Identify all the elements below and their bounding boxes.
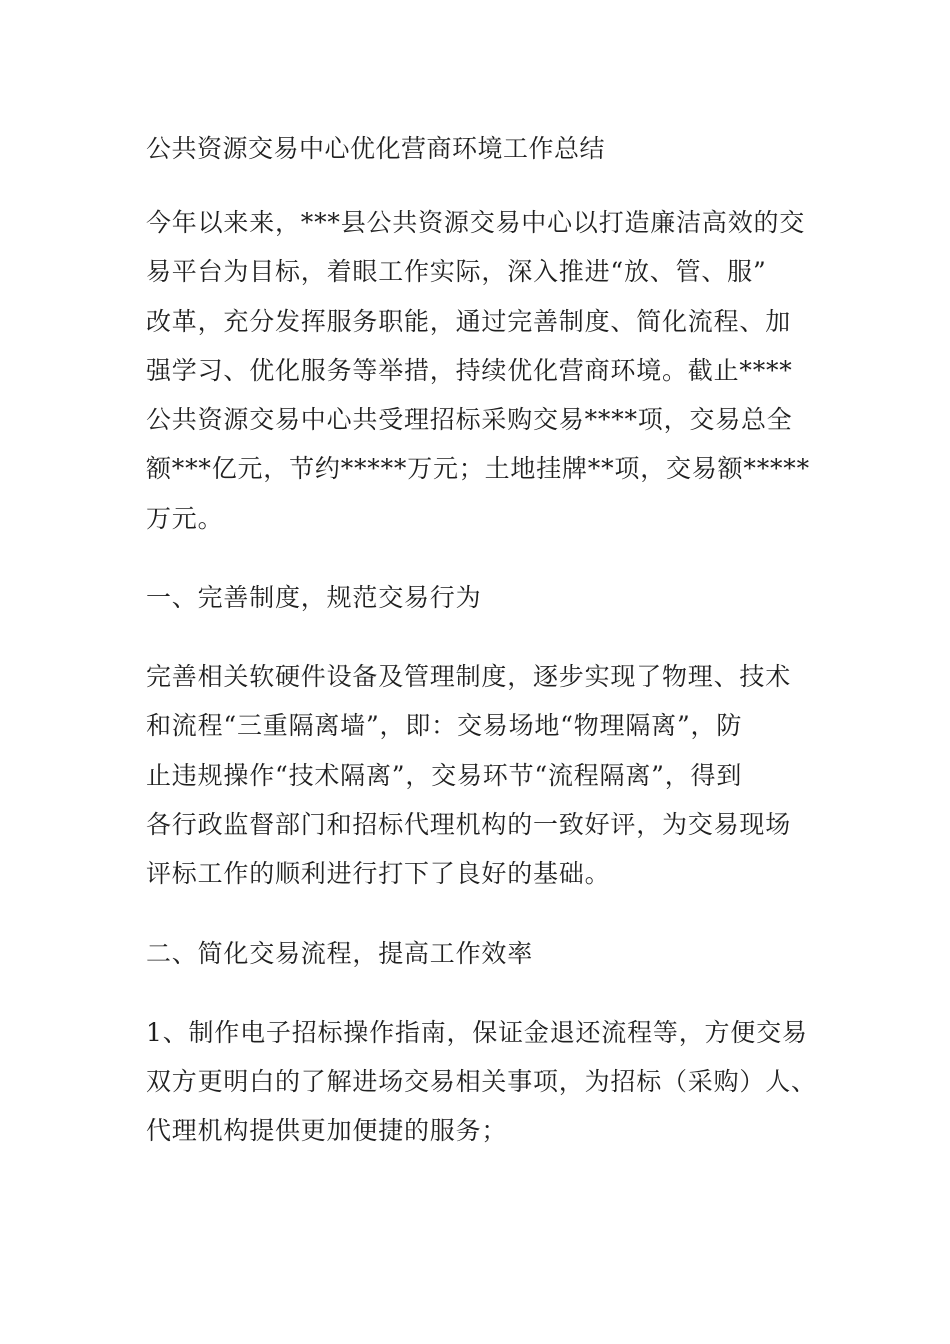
intro-line: 易平台为目标，着眼工作实际，深入推进“放、管、服” [146,257,767,287]
spacer [146,543,810,573]
intro-line: 额***亿元，节约*****万元；土地挂牌**项，交易额***** [146,454,810,484]
intro-line: 今年以来来，***县公共资源交易中心以打造廉洁高效的交 [146,208,806,237]
document-title: 公共资源交易中心优化营商环境工作总结 [146,134,606,163]
spacer [146,174,810,198]
section-2-item-1-line: 代理机构提供更加便捷的服务； [146,1116,508,1146]
document-body [146,124,817,1155]
section-1-line: 评标工作的顺利进行打下了良好的基础。 [146,859,611,889]
section-2-item-1-line: 1、制作电子招标操作指南，保证金退还流程等，方便交易 [146,1017,808,1047]
spacer [146,979,810,1008]
intro-line: 强学习、优化服务等举措，持续优化营商环境。截止**** [146,355,793,385]
intro-line: 公共资源交易中心共受理招标采购交易****项，交易总全 [146,405,793,435]
section-1-line: 止违规操作“技术隔离”，交易环节“流程隔离”，得到 [146,760,743,790]
section-2-heading: 二、简化交易流程，提高工作效率 [146,938,534,968]
spacer [146,899,810,929]
section-1-heading: 一、完善制度，规范交易行为 [146,583,482,613]
section-1-line: 完善相关软硬件设备及管理制度，逐步实现了物理、技术 [146,662,792,692]
intro-paragraph [146,198,810,543]
section-1-line: 和流程“三重隔离墙”，即：交易场地“物理隔离”，防 [146,711,743,741]
section-2-item-1-line: 双方更明白的了解进场交易相关事项，为招标（采购）人、 [146,1066,817,1096]
section-2-item-1-paragraph [146,1008,817,1156]
intro-line: 改革，充分发挥服务职能，通过完善制度、简化流程、加 [146,306,792,336]
intro-line: 万元。 [146,503,224,533]
section-1-paragraph [146,652,810,898]
section-1-line: 各行政监督部门和招标代理机构的一致好评，为交易现场 [146,809,792,839]
spacer [146,623,810,652]
